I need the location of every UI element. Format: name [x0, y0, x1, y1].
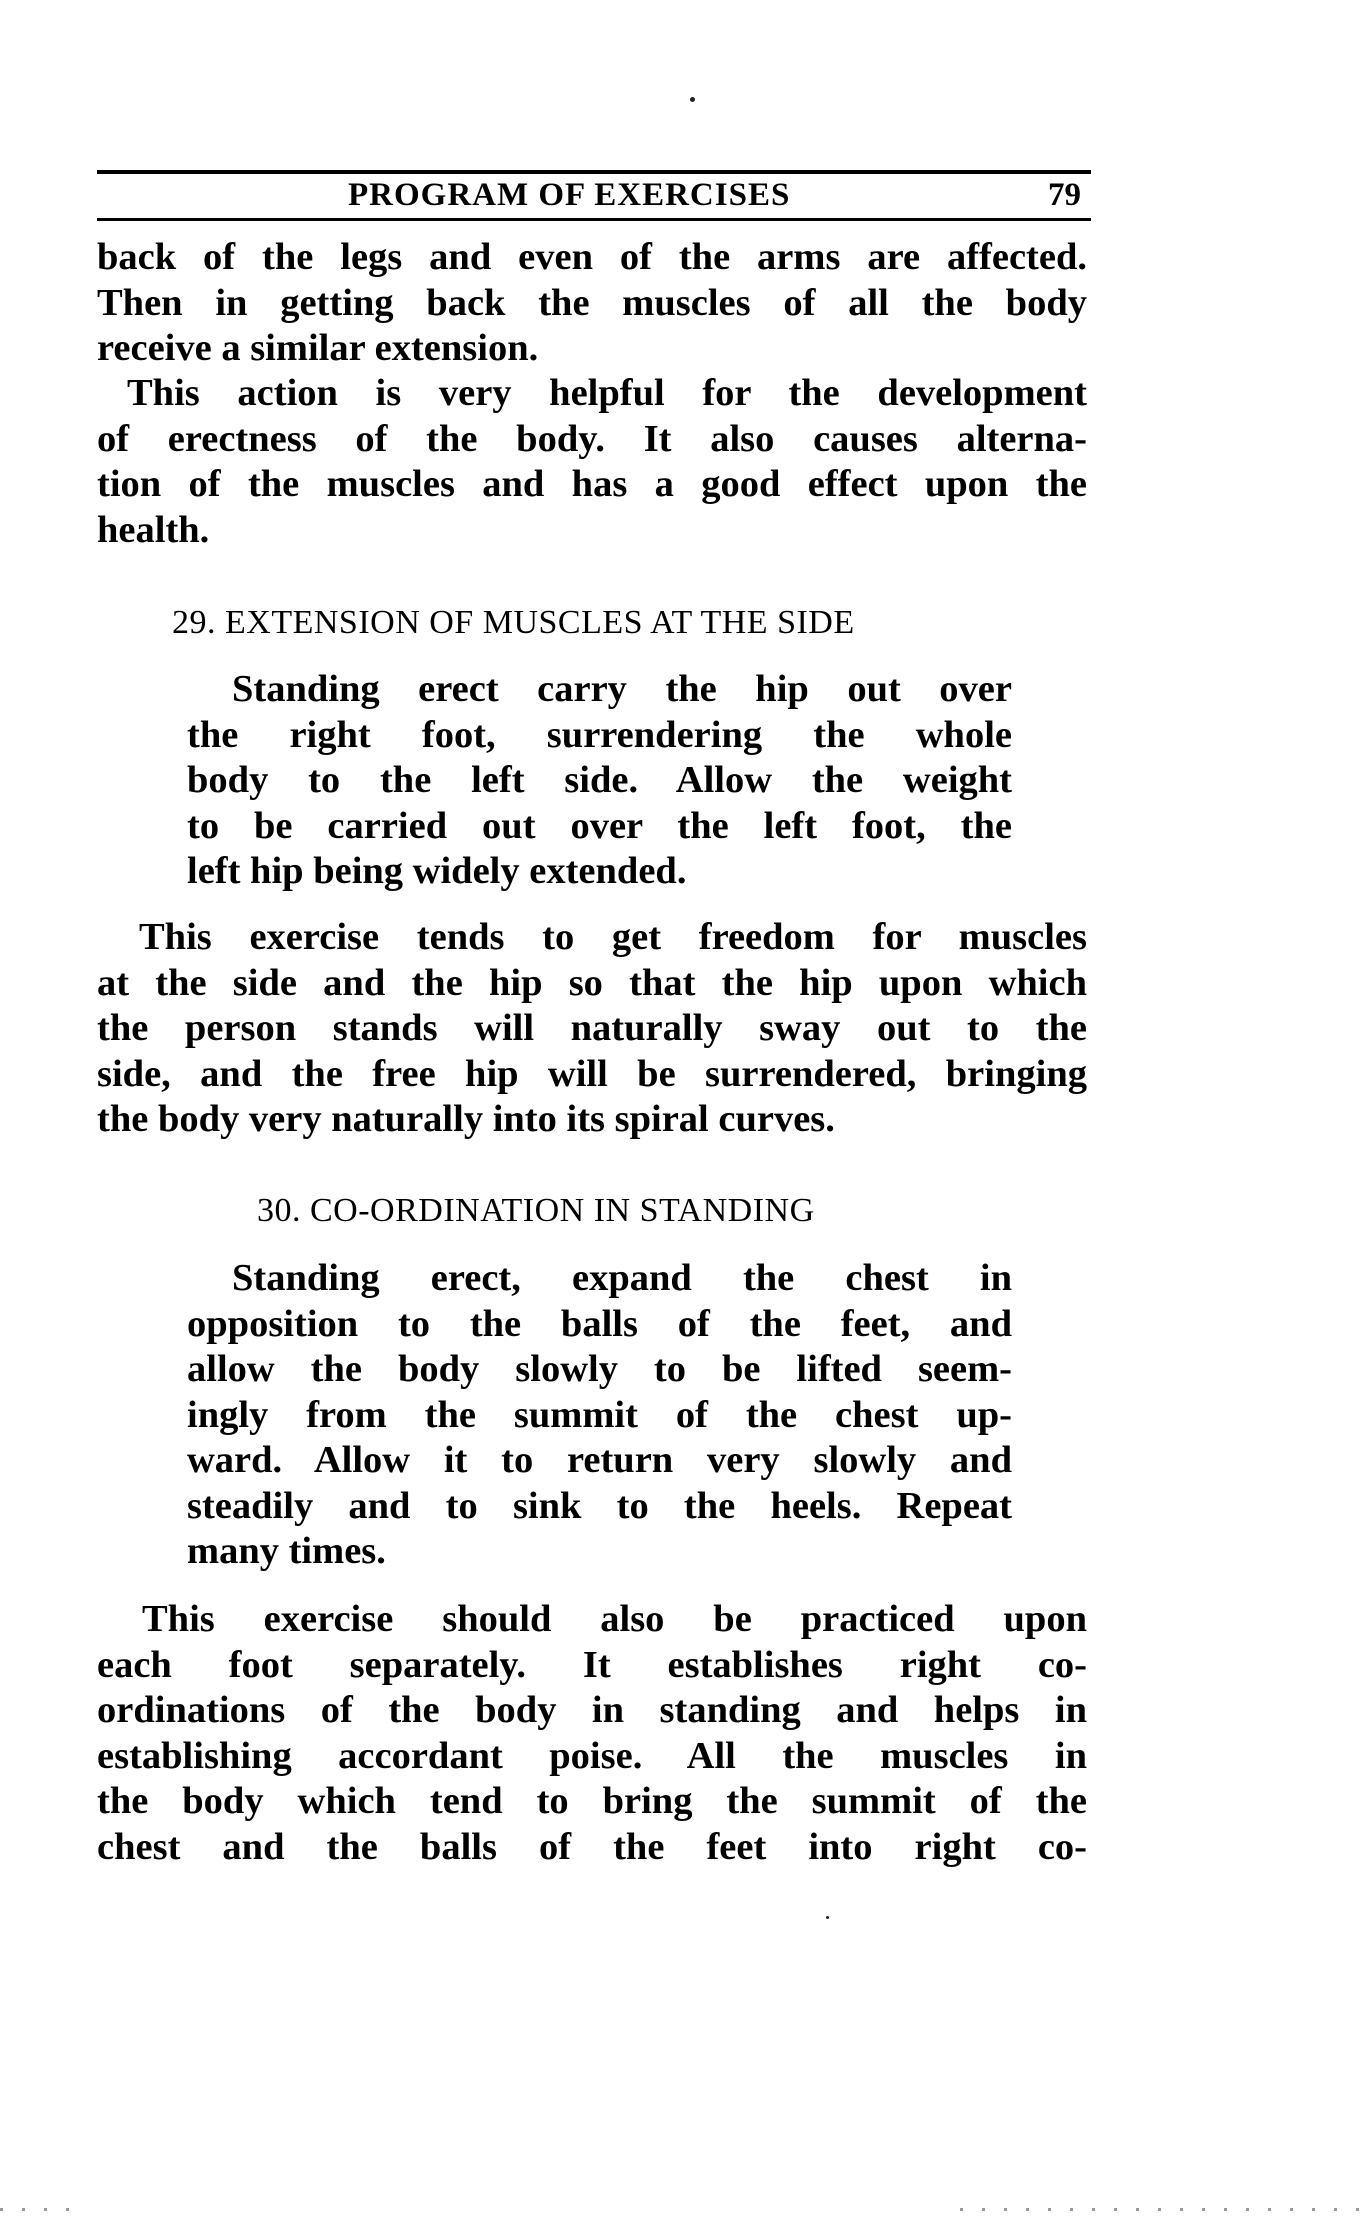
- text-line: the body very naturally into its spiral curves.: [97, 1098, 835, 1140]
- text-line: allow the body slowly to be lifted seem-: [187, 1348, 1012, 1390]
- running-title: PROGRAM OF EXERCISES: [348, 177, 791, 213]
- text-line: left hip being widely extended.: [187, 850, 687, 892]
- text-line: the body which tend to bring the summit of the: [97, 1780, 1087, 1822]
- commentary-29: [97, 915, 1087, 1143]
- instructions-29: [187, 667, 1012, 895]
- paragraph-continuation: [97, 235, 1087, 372]
- instructions-30: [187, 1256, 1012, 1575]
- text-line: tion of the muscles and has a good effect upon the: [97, 463, 1087, 505]
- text-line: ordinations of the body in standing and helps in: [97, 1689, 1087, 1731]
- text-line: ward. Allow it to return very slowly and: [187, 1439, 1012, 1481]
- text-line: Standing erect carry the hip out over: [232, 668, 1012, 710]
- scan-edge-noise: [0, 2208, 80, 2211]
- section-heading-29: 29. EXTENSION OF MUSCLES AT THE SIDE: [172, 604, 855, 641]
- text-line: back of the legs and even of the arms are affected.: [97, 236, 1087, 278]
- text-line: Then in getting back the muscles of all the body: [97, 281, 1087, 324]
- text-line: chest and the balls of the feet into right co-: [97, 1825, 1087, 1868]
- text-line: This exercise should also be practiced upon: [142, 1598, 1087, 1640]
- text-line: at the side and the hip so that the hip upon which: [97, 961, 1087, 1004]
- scan-edge-noise: [960, 2208, 1360, 2211]
- text-line: ingly from the summit of the chest up-: [187, 1393, 1012, 1436]
- text-line: steadily and to sink to the heels. Repeat: [187, 1484, 1012, 1527]
- text-line: the person stands will naturally sway out to the: [97, 1007, 1087, 1049]
- text-line: many times.: [187, 1530, 386, 1572]
- header-rule-bottom: [97, 218, 1091, 221]
- text-line: the right foot, surrendering the whole: [187, 713, 1012, 756]
- text-line: establishing accordant poise. All the muscles in: [97, 1734, 1087, 1777]
- page-number: 79: [1048, 177, 1081, 213]
- section-heading-30: 30. CO-ORDINATION IN STANDING: [257, 1192, 815, 1229]
- text-line: This exercise tends to get freedom for muscles: [139, 916, 1087, 958]
- text-line: This action is very helpful for the development: [127, 372, 1087, 414]
- scan-speck: [690, 97, 695, 102]
- text-line: to be carried out over the left foot, the: [187, 804, 1012, 847]
- text-line: Standing erect, expand the chest in: [232, 1257, 1012, 1299]
- text-line: each foot separately. It establishes right co-: [97, 1643, 1087, 1686]
- text-line: receive a similar extension.: [97, 327, 539, 369]
- text-line: side, and the free hip will be surrendered, bringing: [97, 1052, 1087, 1095]
- commentary-30: [97, 1597, 1087, 1870]
- text-line: opposition to the balls of the feet, and: [187, 1302, 1012, 1345]
- scan-speck: [826, 1916, 829, 1919]
- text-line: health.: [97, 508, 210, 551]
- text-line: body to the left side. Allow the weight: [187, 759, 1012, 801]
- text-line: of erectness of the body. It also causes alterna-: [97, 417, 1087, 460]
- paragraph-erectness: [97, 371, 1087, 553]
